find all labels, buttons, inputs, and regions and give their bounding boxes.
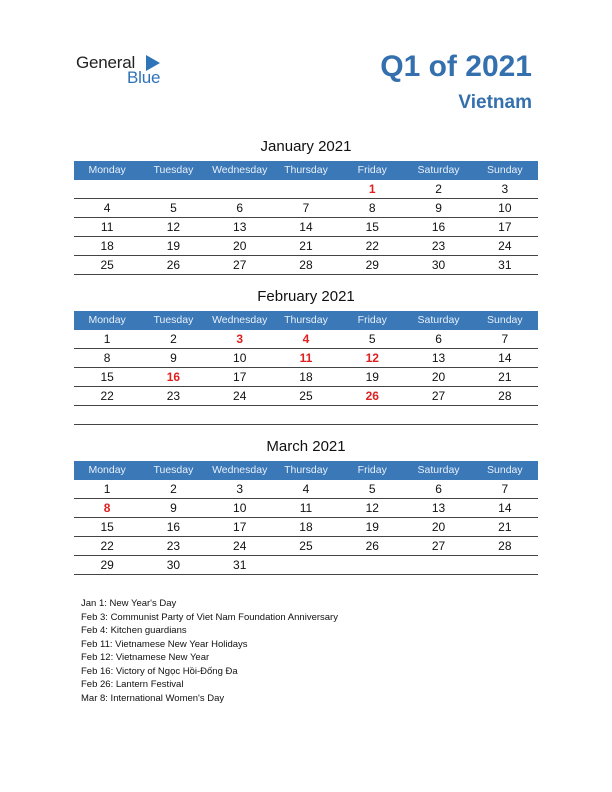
month-calendar: [74, 287, 538, 425]
date-cell: 29: [365, 258, 379, 272]
date-cell: 9: [435, 201, 442, 215]
date-cell: 21: [498, 370, 512, 384]
date-cell: 9: [170, 351, 177, 365]
week-row: [74, 256, 538, 275]
holiday-date: 3: [236, 332, 244, 346]
date-cell: 29: [100, 558, 114, 572]
date-cell: 14: [498, 351, 512, 365]
week-row: [74, 368, 538, 387]
date-cell: 2: [170, 482, 177, 496]
weekday-label: Monday: [88, 464, 126, 476]
week-row: [74, 499, 538, 518]
date-cell: 17: [233, 370, 247, 384]
date-cell: 24: [498, 239, 512, 253]
date-cell: 11: [100, 220, 114, 234]
date-cell: 27: [431, 539, 446, 553]
weekday-label: Saturday: [417, 464, 460, 476]
weekday-label: Sunday: [487, 164, 523, 176]
date-cell: 18: [100, 239, 114, 253]
holiday-note: Mar 8: International Women's Day: [81, 692, 225, 704]
date-cell: 27: [233, 258, 247, 272]
date-cell: 20: [431, 520, 446, 534]
weekday-label: Tuesday: [153, 164, 194, 176]
date-cell: 8: [368, 201, 376, 215]
date-cell: [405, 406, 471, 424]
date-cell: 10: [233, 501, 247, 515]
date-cell: 13: [431, 501, 446, 515]
date-cell: 1: [103, 482, 111, 496]
month-title: March 2021: [266, 438, 346, 455]
date-cell: [339, 556, 405, 574]
date-cell: 24: [233, 539, 247, 553]
date-cell: 30: [431, 258, 446, 272]
weekday-header: [74, 311, 538, 330]
holiday-date: 4: [302, 332, 310, 346]
weekday-label: Tuesday: [153, 464, 194, 476]
date-cell: 13: [233, 220, 247, 234]
weekday-label: Saturday: [417, 314, 460, 326]
date-cell: 8: [103, 351, 111, 365]
page-title: Q1 of 2021: [380, 50, 532, 83]
date-cell: 16: [431, 220, 446, 234]
date-cell: [74, 406, 140, 424]
date-cell: [74, 180, 140, 198]
date-cell: 19: [365, 370, 379, 384]
date-cell: [405, 556, 471, 574]
date-cell: 7: [302, 201, 310, 215]
weekday-label: Sunday: [487, 464, 523, 476]
week-row: [74, 330, 538, 349]
date-cell: 14: [498, 501, 512, 515]
date-cell: 27: [431, 389, 446, 403]
holiday-date: 16: [166, 370, 181, 384]
weekday-label: Saturday: [417, 164, 460, 176]
date-cell: 4: [103, 201, 111, 215]
date-cell: 21: [498, 520, 512, 534]
holiday-note: Feb 11: Vietnamese New Year Holidays: [81, 638, 248, 650]
date-cell: 24: [233, 389, 247, 403]
weekday-label: Friday: [357, 314, 387, 326]
date-cell: 19: [365, 520, 379, 534]
date-cell: [140, 180, 206, 198]
date-cell: 20: [431, 370, 446, 384]
date-cell: [472, 406, 538, 424]
weekday-label: Thursday: [284, 314, 328, 326]
holiday-note: Feb 3: Communist Party of Viet Nam Foundation Anniversary: [81, 611, 338, 623]
week-row: [74, 406, 538, 425]
date-cell: 9: [170, 501, 177, 515]
week-row: [74, 537, 538, 556]
holiday-date: 11: [299, 351, 313, 365]
weekday-label: Monday: [88, 314, 126, 326]
holiday-notes: [81, 597, 338, 705]
date-cell: [339, 406, 405, 424]
date-cell: 14: [299, 220, 313, 234]
brand-logo: [76, 53, 176, 87]
week-row: [74, 237, 538, 256]
date-cell: 5: [368, 332, 376, 346]
month-calendar: [74, 137, 538, 275]
holiday-note: Feb 16: Victory of Ngọc Hồi-Đống Đa: [81, 665, 238, 677]
date-cell: [273, 556, 339, 574]
date-cell: 21: [299, 239, 313, 253]
holiday-date: 1: [368, 182, 376, 196]
date-cell: 18: [299, 370, 313, 384]
week-row: [74, 180, 538, 199]
week-row: [74, 387, 538, 406]
weekday-label: Thursday: [284, 164, 328, 176]
weekday-label: Friday: [357, 464, 387, 476]
date-cell: [207, 406, 273, 424]
date-cell: 17: [498, 220, 512, 234]
country-label: Vietnam: [458, 92, 532, 113]
date-cell: 28: [299, 258, 313, 272]
date-cell: 23: [431, 239, 446, 253]
date-cell: 16: [166, 520, 181, 534]
week-row: [74, 199, 538, 218]
month-title: January 2021: [260, 138, 352, 155]
date-cell: 3: [236, 482, 244, 496]
week-row: [74, 349, 538, 368]
holiday-note: Feb 26: Lantern Festival: [81, 679, 184, 690]
weekday-label: Wednesday: [212, 464, 268, 476]
date-cell: 25: [299, 389, 313, 403]
week-row: [74, 518, 538, 537]
date-cell: 15: [100, 520, 114, 534]
weekday-label: Thursday: [284, 464, 328, 476]
date-cell: 22: [100, 389, 114, 403]
date-cell: 22: [100, 539, 114, 553]
weekday-label: Tuesday: [153, 314, 194, 326]
date-cell: 2: [170, 332, 177, 346]
month-title: February 2021: [257, 288, 355, 305]
date-cell: 10: [233, 351, 247, 365]
date-cell: 10: [498, 201, 512, 215]
date-cell: 22: [365, 239, 379, 253]
date-cell: 23: [166, 539, 181, 553]
date-cell: 23: [166, 389, 181, 403]
date-cell: 11: [299, 501, 313, 515]
date-cell: 7: [501, 332, 509, 346]
date-cell: 12: [365, 501, 379, 515]
date-cell: 19: [166, 239, 181, 253]
date-cell: 6: [236, 201, 244, 215]
date-cell: 13: [431, 351, 446, 365]
holiday-note: Jan 1: New Year's Day: [81, 598, 177, 609]
logo-blue-text: Blue: [127, 68, 161, 87]
holiday-date: 8: [103, 501, 111, 515]
date-cell: 6: [435, 332, 442, 346]
weekday-label: Sunday: [487, 314, 523, 326]
date-cell: 31: [233, 558, 247, 572]
date-cell: 12: [166, 220, 181, 234]
holiday-date: 26: [365, 389, 379, 403]
date-cell: 20: [233, 239, 247, 253]
date-cell: [472, 556, 538, 574]
weekday-label: Monday: [88, 164, 126, 176]
date-cell: [207, 180, 273, 198]
week-row: [74, 218, 538, 237]
date-cell: [273, 180, 339, 198]
weekday-header: [74, 161, 538, 180]
logo-general-text: General: [76, 53, 136, 72]
date-cell: 30: [166, 558, 181, 572]
date-cell: 15: [365, 220, 379, 234]
date-cell: 4: [302, 482, 310, 496]
date-cell: 31: [498, 258, 512, 272]
weekday-label: Wednesday: [212, 164, 268, 176]
weekday-header: [74, 461, 538, 480]
date-cell: 26: [166, 258, 181, 272]
date-cell: 17: [233, 520, 247, 534]
date-cell: 15: [100, 370, 114, 384]
date-cell: 26: [365, 539, 379, 553]
holiday-note: Feb 4: Kitchen guardians: [81, 625, 187, 636]
month-calendar: [74, 437, 538, 575]
week-row: [74, 480, 538, 499]
date-cell: 1: [103, 332, 111, 346]
date-cell: 28: [498, 539, 512, 553]
date-cell: 18: [299, 520, 313, 534]
weekday-label: Friday: [357, 164, 387, 176]
holiday-note: Feb 12: Vietnamese New Year: [81, 652, 210, 663]
date-cell: [140, 406, 206, 424]
week-row: [74, 556, 538, 575]
date-cell: 3: [501, 182, 509, 196]
date-cell: 7: [501, 482, 509, 496]
date-cell: 25: [100, 258, 114, 272]
date-cell: 28: [498, 389, 512, 403]
date-cell: 25: [299, 539, 313, 553]
date-cell: 5: [368, 482, 376, 496]
date-cell: 6: [435, 482, 442, 496]
holiday-date: 12: [365, 351, 379, 365]
weekday-label: Wednesday: [212, 314, 268, 326]
date-cell: 2: [435, 182, 442, 196]
date-cell: [273, 406, 339, 424]
date-cell: 5: [170, 201, 177, 215]
